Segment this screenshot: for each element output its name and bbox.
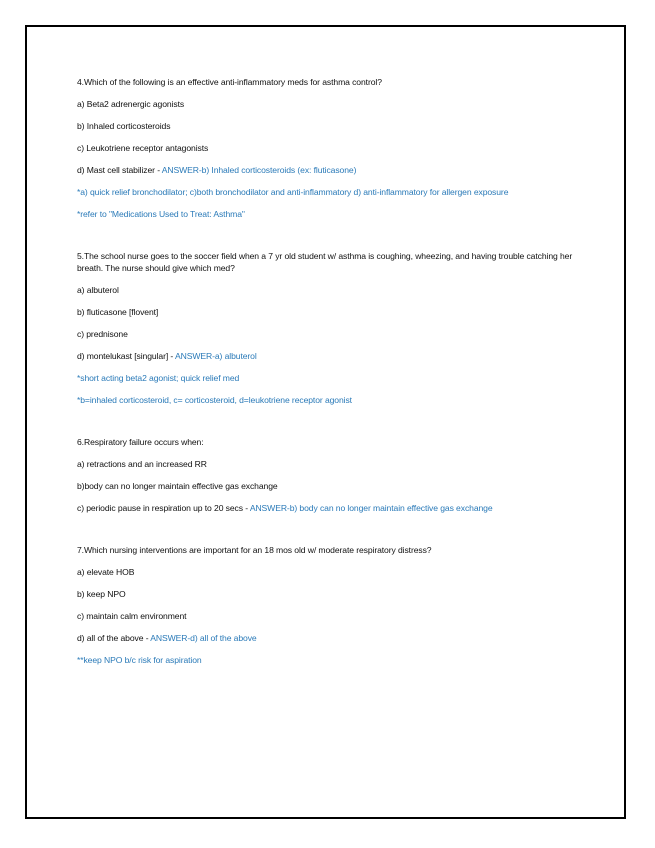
answer-key: ANSWER-a) albuterol	[174, 351, 257, 361]
answer-option: b) fluticasone [flovent]	[77, 307, 159, 317]
rationale-note: *a) quick relief bronchodilator; c)both bronchodilator and anti-inflammatory d) anti-inflammatory for allergen exposure	[77, 187, 509, 197]
answer-option: a) elevate HOB	[77, 567, 135, 577]
answer-option: d) all of the above -	[77, 633, 151, 643]
rationale-note: *short acting beta2 agonist; quick relief med	[77, 373, 240, 383]
answer-option: c) maintain calm environment	[77, 611, 187, 621]
question-stem: 6.Respiratory failure occurs when:	[77, 437, 204, 447]
answer-option: c) Leukotriene receptor antagonists	[77, 143, 209, 153]
answer-key: ANSWER-b) body can no longer maintain effective gas exchange	[249, 503, 493, 513]
answer-option: b) keep NPO	[77, 589, 126, 599]
answer-option: b) Inhaled corticosteroids	[77, 121, 171, 131]
answer-option-with-answer	[77, 350, 577, 362]
answer-option: c) prednisone	[77, 329, 128, 339]
question-stem: 7.Which nursing interventions are important for an 18 mos old w/ moderate respiratory distress?	[77, 545, 432, 555]
answer-option-with-answer	[77, 502, 577, 514]
rationale-note: *b=inhaled corticosteroid, c= corticosteroid, d=leukotriene receptor agonist	[77, 395, 352, 405]
answer-option-with-answer	[77, 632, 577, 644]
answer-option: a) retractions and an increased RR	[77, 459, 207, 469]
rationale-note: *refer to "Medications Used to Treat: Asthma"	[77, 209, 245, 219]
answer-option: d) Mast cell stabilizer -	[77, 165, 162, 175]
question-stem: 4.Which of the following is an effective anti-inflammatory meds for asthma control?	[77, 77, 382, 87]
answer-option-with-answer	[77, 164, 577, 176]
answer-option: c) periodic pause in respiration up to 20 secs -	[77, 503, 250, 513]
answer-key: ANSWER-b) Inhaled corticosteroids (ex: fluticasone)	[161, 165, 357, 175]
answer-key: ANSWER-d) all of the above	[150, 633, 257, 643]
question-stem: 5.The school nurse goes to the soccer field when a 7 yr old student w/ asthma is coughing, wheezing, and having trouble catching her breath. The nurse should give which med?	[77, 251, 573, 273]
document-content	[77, 76, 577, 666]
answer-option: d) montelukast [singular] -	[77, 351, 175, 361]
answer-option: a) Beta2 adrenergic agonists	[77, 99, 185, 109]
rationale-note: **keep NPO b/c risk for aspiration	[77, 655, 202, 665]
answer-option: a) albuterol	[77, 285, 119, 295]
answer-option: b)body can no longer maintain effective gas exchange	[77, 481, 278, 491]
